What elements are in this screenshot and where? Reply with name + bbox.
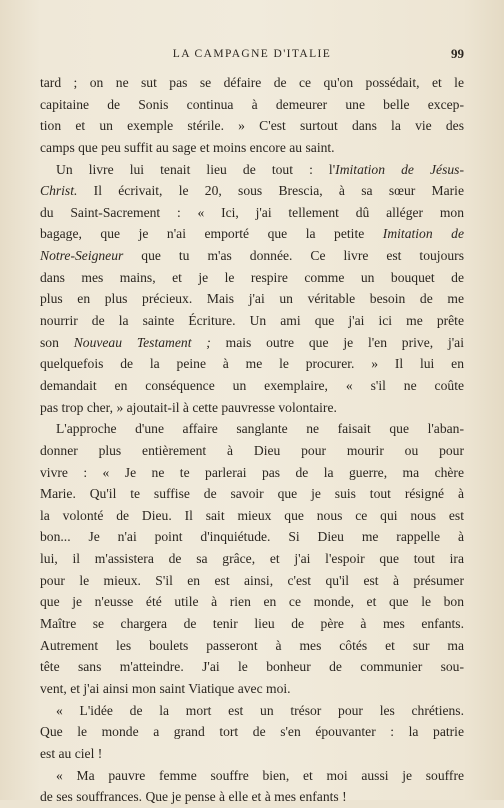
text-line: Que le monde a grand tort de s'en épouvanter : la patrie: [40, 724, 464, 740]
page-number: 99: [451, 46, 464, 61]
text-line: nourrir de la sainte Écriture. Un ami que j'ai ici me prête: [40, 313, 464, 329]
text-line: « Ma pauvre femme souffre bien, et moi aussi je souffre: [56, 767, 464, 783]
page-header: [40, 48, 464, 64]
text-line: est au ciel !: [40, 745, 103, 761]
text-line: lui, il m'assistera de sa grâce, et j'ai l'espoir que tout ira: [40, 551, 464, 567]
text-line: Autrement les boulets passeront à mes côtés et sur ma: [40, 637, 464, 653]
text-line: vent, et j'ai ainsi mon saint Viatique avec moi.: [40, 680, 291, 696]
text-line: bagage, que je n'ai emporté que la petite Imitation de: [40, 226, 464, 242]
text-line: tête sans m'atteindre. J'ai le bonheur de communier sou-: [40, 659, 464, 675]
text-line: dans mes mains, et je le respire comme un bouquet de: [40, 269, 464, 285]
running-title: LA CAMPAGNE D'ITALIE: [172, 48, 332, 60]
text-line: du Saint-Sacrement : « Ici, j'ai tellement dû alléger mon: [40, 204, 464, 220]
text-line: camps que peu suffit au sage et moins encore au saint.: [40, 139, 335, 155]
text-line: bon... Je n'ai point d'inquiétude. Si Dieu me rappelle à: [40, 529, 464, 545]
text-line: plus en plus précieux. Mais j'ai un véritable besoin de me: [40, 291, 464, 307]
text-line: demandait en conséquence un exemplaire, « s'il ne coûte: [40, 377, 464, 393]
text-line: pas trop cher, » ajoutait-il à cette pauvresse volontaire.: [40, 399, 337, 415]
text-line: quelquefois de la peine à me le procurer. » Il lui en: [40, 356, 464, 372]
text-line: L'approche d'une affaire sanglante ne faisait que l'aban-: [56, 421, 464, 437]
text-line: la volonté de Dieu. Il sait mieux que nous ce qui nous est: [40, 507, 464, 523]
text-line: Un livre lui tenait lieu de tout : l'Imitation de Jésus-: [56, 161, 464, 177]
text-line: tion et un exemple stérile. » C'est surtout dans la vie des: [40, 118, 464, 134]
text-line: Maître se chargera de tenir lieu de père à mes enfants.: [40, 616, 464, 632]
text-line: Christ. Il écrivait, le 20, sous Brescia, à sa sœur Marie: [40, 183, 464, 199]
text-line: son Nouveau Testament ; mais outre que je l'en prive, j'ai: [40, 334, 464, 350]
text-line: donner plus entièrement à Dieu pour mourir ou pour: [40, 442, 464, 458]
text-line: vivre : « Je ne te parlerai pas de la guerre, ma chère: [40, 464, 464, 480]
body-text: [40, 72, 464, 808]
text-line: que je n'eusse été utile à rien en ce monde, et que le bon: [40, 594, 464, 610]
text-line: tard ; on ne sut pas se défaire de ce qu'on possédait, et le: [40, 75, 464, 90]
text-line: « L'idée de la mort est un trésor pour les chrétiens.: [56, 702, 464, 718]
text-line: capitaine de Sonis continua à demeurer une belle excep-: [40, 96, 464, 112]
text-line: Marie. Qu'il te suffise de savoir que je suis tout résigné à: [40, 486, 464, 502]
text-line: pour le mieux. S'il en est ainsi, c'est qu'il est à présumer: [40, 572, 464, 588]
text-line: de ses souffrances. Que je pense à elle et à mes enfants !: [40, 789, 347, 805]
text-line: Notre-Seigneur que tu m'as donnée. Ce livre est toujours: [40, 248, 464, 264]
